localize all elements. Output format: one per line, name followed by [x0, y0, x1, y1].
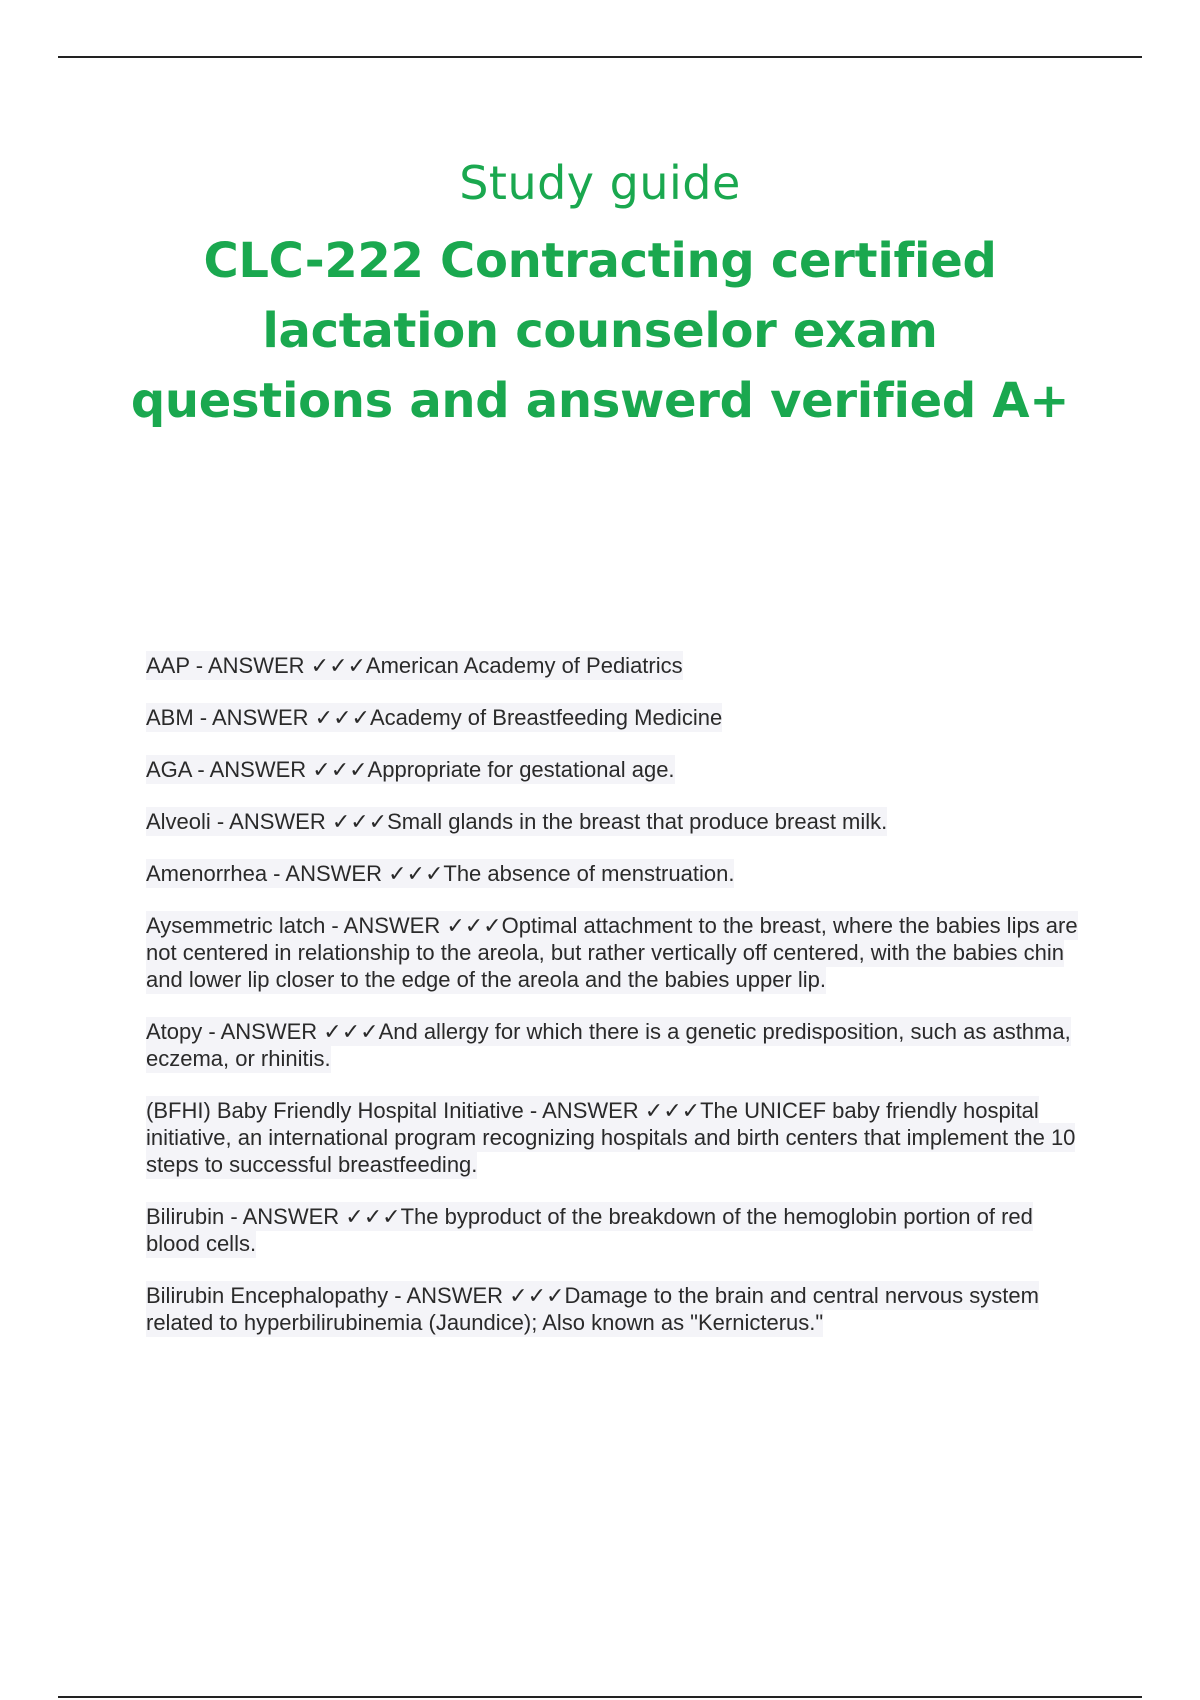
glossary-entry-bilirubin — [146, 1203, 1086, 1257]
glossary-entry-bfhi — [146, 1097, 1086, 1178]
document-subtitle: Study guide — [459, 156, 741, 210]
bottom-divider — [58, 1696, 1142, 1698]
glossary-list — [146, 652, 1086, 1361]
entry-text: (BFHI) Baby Friendly Hospital Initiative - ANSWER ✓✓✓The UNICEF baby friendly hospital initiative, an international program recognizing hospitals and birth centers that implement the 10 steps to successful breastfeeding. — [146, 1098, 1076, 1177]
entry-text: ABM - ANSWER ✓✓✓Academy of Breastfeeding Medicine — [146, 705, 723, 730]
glossary-entry-bilirubin-encephalopathy — [146, 1282, 1086, 1336]
entry-text: Bilirubin Encephalopathy - ANSWER ✓✓✓Damage to the brain and central nervous system related to hyperbilirubinemia (Jaundice); Also known as "Kernicterus." — [146, 1283, 1039, 1335]
entry-text: Alveoli - ANSWER ✓✓✓Small glands in the breast that produce breast milk. — [146, 809, 888, 834]
entry-text: Aysemmetric latch - ANSWER ✓✓✓Optimal attachment to the breast, where the babies lips are not centered in relationship to the areola, but rather vertically off centered, with the babies chin and lower lip closer to the edge of the areola and the babies upper lip. — [146, 913, 1078, 992]
entry-text: AGA - ANSWER ✓✓✓Appropriate for gestational age. — [146, 757, 675, 782]
glossary-entry-atopy — [146, 1018, 1086, 1072]
entry-text: AAP - ANSWER ✓✓✓American Academy of Pediatrics — [146, 653, 683, 678]
glossary-entry-asymmetric-latch — [146, 912, 1086, 993]
entry-text: Amenorrhea - ANSWER ✓✓✓The absence of menstruation. — [146, 861, 735, 886]
document-title: CLC-222 Contracting certified lactation counselor exam questions and answerd verified A+ — [130, 233, 1070, 429]
glossary-entry-amenorrhea — [146, 860, 1086, 887]
glossary-entry-abm — [146, 704, 1086, 731]
top-divider — [58, 56, 1142, 58]
glossary-entry-alveoli — [146, 808, 1086, 835]
glossary-entry-aga — [146, 756, 1086, 783]
glossary-entry-aap — [146, 652, 1086, 679]
entry-text: Bilirubin - ANSWER ✓✓✓The byproduct of the breakdown of the hemoglobin portion of red blood cells. — [146, 1204, 1033, 1256]
entry-text: Atopy - ANSWER ✓✓✓And allergy for which there is a genetic predisposition, such as asthma, eczema, or rhinitis. — [146, 1019, 1071, 1071]
document-header — [0, 150, 1200, 436]
